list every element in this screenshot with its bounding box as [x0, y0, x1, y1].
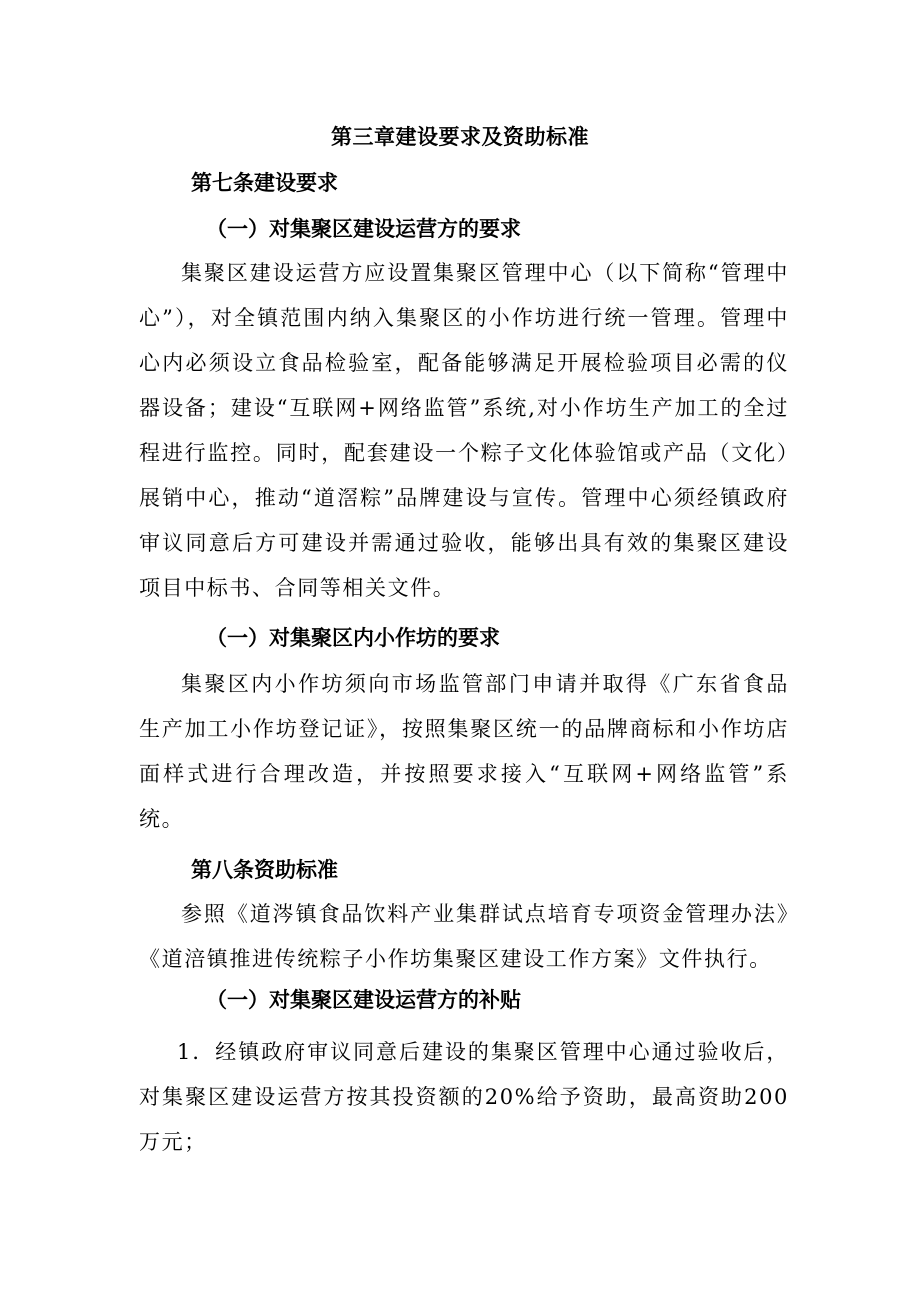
- article8-section1-title: （一）对集聚区建设运营方的补贴: [206, 987, 521, 1012]
- article7-section2-paragraph: 集聚区内小作坊须向市场监管部门申请并取得《广东省食品生产加工小作坊登记证》，按照集聚区统一的品牌商标和小作坊店面样式进行合理改造，并按照要求接入“互联网+网络监管”系统。: [139, 672, 789, 831]
- article8-section1-item1: 1．经镇政府审议同意后建设的集聚区管理中心通过验收后，对集聚区建设运营方按其投资额的20%给予资助，最高资助200万元；: [139, 1040, 789, 1154]
- chapter-title: 第三章建设要求及资助标准: [331, 124, 589, 149]
- article8-title: 第八条资助标准: [191, 857, 338, 882]
- article8-intro: 参照《道涔镇食品饮料产业集群试点培育专项资金管理办法》《道涪镇推进传统粽子小作坊集聚区建设工作方案》文件执行。: [139, 902, 789, 971]
- article7-section2-title: （一）对集聚区内小作坊的要求: [206, 625, 500, 650]
- article7-section1-title: （一）对集聚区建设运营方的要求: [206, 216, 521, 241]
- article7-section1-paragraph: 集聚区建设运营方应设置集聚区管理中心（以下简称“管理中心”），对全镇范围内纳入集聚区的小作坊进行统一管理。管理中心内必须设立食品检验室，配备能够满足开展检验项目必需的仪器设备；建设“互联网+网络监管”系统,对小作坊生产加工的全过程进行监控。同时，配套建设一个粽子文化体验馆或产品（文化）展销中心，推动“道滘粽”品牌建设与宣传。管理中心须经镇政府审议同意后方可建设并需通过验收，能够出具有效的集聚区建设项目中标书、合同等相关文件。: [139, 261, 789, 600]
- article7-title: 第七条建设要求: [191, 170, 338, 195]
